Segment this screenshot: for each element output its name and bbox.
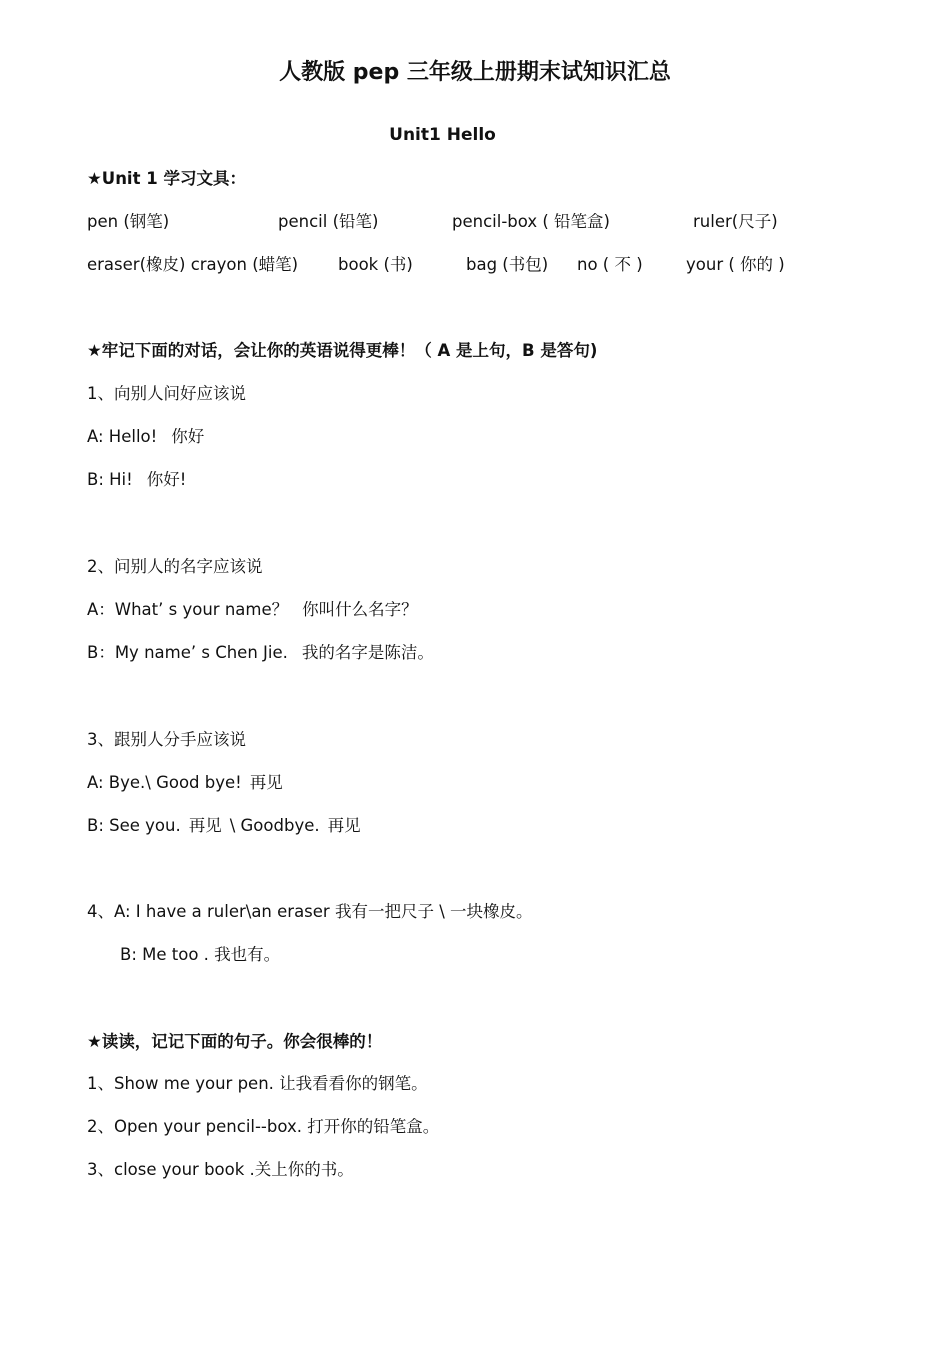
chinese-text: 你好: [171, 427, 205, 446]
chinese-text: 我的名字是陈洁。: [301, 643, 434, 662]
page-title: 人教版 pep 三年级上册期末试知识汇总: [279, 60, 671, 85]
english-text: B: See you.: [87, 816, 181, 835]
dialogue-line: [87, 642, 434, 664]
vocab-word: pen (钢笔): [87, 212, 170, 231]
chinese-text: 再见: [249, 773, 283, 792]
english-text: \ Goodbye.: [229, 816, 320, 835]
dialogue-label: 1、向别人问好应该说: [87, 384, 246, 403]
dialogue-line: [87, 815, 361, 837]
chinese-text: 再见: [188, 816, 222, 835]
vocab-word: pencil-box ( 铅笔盒): [452, 212, 610, 231]
chinese-text: 你好!: [146, 470, 187, 489]
vocab-word: no ( 不 ): [577, 255, 643, 274]
vocab-word: ruler(尺子): [693, 212, 778, 231]
dialogue-line: [87, 426, 204, 448]
vocab-word: your ( 你的 ): [686, 255, 785, 274]
dialogue-line: 4、A: I have a ruler\an eraser 我有一把尺子 \ 一块橡皮。: [87, 902, 533, 921]
vocab-word: pencil (铅笔): [278, 212, 379, 231]
english-text: A: Bye.\ Good bye!: [87, 773, 242, 792]
english-text: B: Hi!: [87, 470, 133, 489]
english-text: B：My name’ s Chen Jie.: [87, 643, 288, 662]
dialogue-label: 3、跟别人分手应该说: [87, 730, 246, 749]
dialogue-line: [87, 469, 186, 491]
english-text: A: Hello!: [87, 427, 158, 446]
chinese-text: 再见: [327, 816, 361, 835]
sentences-heading: ★读读，记记下面的句子。你会很棒的！: [87, 1032, 383, 1051]
dialogue-label: 2、问别人的名字应该说: [87, 557, 263, 576]
vocab-word: eraser(橡皮) crayon (蜡笔): [87, 255, 299, 274]
sentence-item: 2、Open your pencil--box. 打开你的铅笔盒。: [87, 1117, 440, 1136]
vocab-word: bag (书包): [466, 255, 549, 274]
vocab-heading: ★Unit 1 学习文具：: [87, 169, 246, 188]
sentence-item: 3、close your book .关上你的书。: [87, 1160, 354, 1179]
unit-title: Unit1 Hello: [389, 125, 496, 145]
chinese-text: 你叫什么名字？: [302, 600, 418, 619]
dialogue-line: B: Me too . 我也有。: [120, 945, 281, 964]
sentence-item: 1、Show me your pen. 让我看看你的钢笔。: [87, 1074, 428, 1093]
dialogue-line: [87, 599, 418, 621]
english-text: A：What’ s your name？: [87, 600, 289, 619]
vocab-word: book (书): [338, 255, 413, 274]
dialogue-line: [87, 772, 283, 794]
dialogue-heading: ★牢记下面的对话，会让你的英语说得更棒！（ A 是上句，B 是答句): [87, 341, 598, 360]
